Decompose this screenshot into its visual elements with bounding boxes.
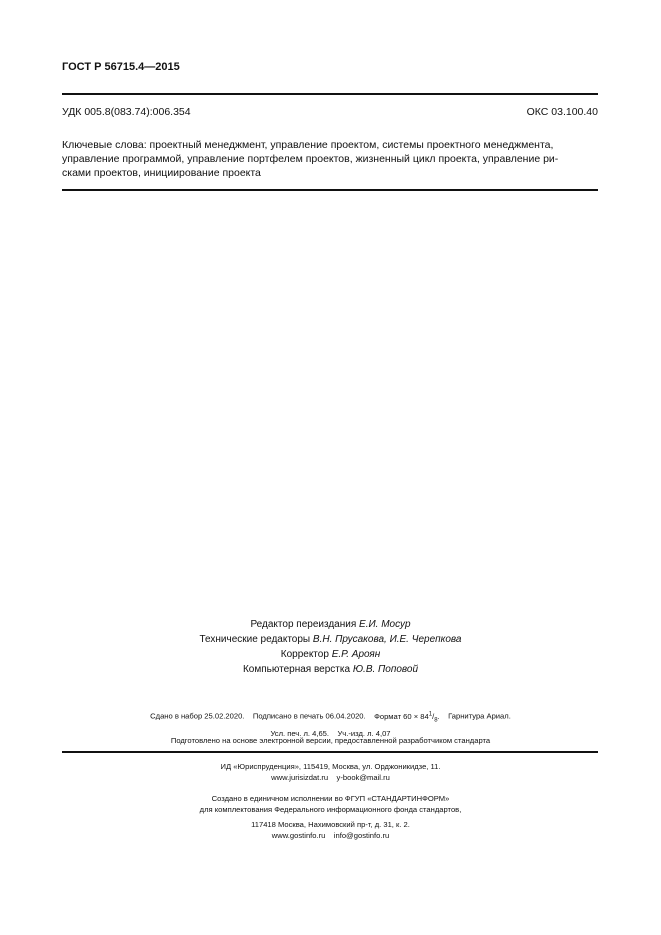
creator-line: для комплектования Федерального информационного фонда стандартов,: [199, 805, 462, 814]
print-sheets: Усл. печ. л. 4,65.: [270, 729, 330, 739]
address-contacts: www.gostinfo.ru info@gostinfo.ru: [271, 831, 390, 840]
top-divider: [62, 93, 598, 95]
tech-role: Технические редакторы: [199, 634, 313, 645]
format-info: Формат $60 \times 84^1/_8$.: [374, 711, 440, 724]
publisher-address: ИД «Юриспруденция», 115419, Москва, ул. Орджоникидзе, 11.: [220, 762, 441, 771]
signed-date: Подписано в печать 06.04.2020.: [252, 711, 366, 721]
layout-role: Компьютерная верстка: [242, 664, 353, 675]
tech-editors-credit: [0, 632, 661, 647]
keywords-divider: [62, 189, 598, 191]
oks-code: ОКС 03.100.40: [526, 106, 598, 118]
layout-credit: [0, 662, 661, 677]
typeset-date: Сдано в набор 25.02.2020.: [150, 711, 245, 721]
corrector-role: Корректор: [280, 649, 332, 660]
corrector-credit: [0, 647, 661, 662]
credits-block: [0, 617, 661, 677]
address-line: 117418 Москва, Нахимовский пр-т, д. 31, к. 2.: [251, 820, 410, 829]
layout-name: Ю.В. Поповой: [352, 664, 419, 675]
editor-role: Редактор переиздания: [250, 619, 360, 630]
publisher-block: [0, 761, 661, 783]
publisher-contacts: www.jurisizdat.ru y-book@mail.ru: [271, 773, 390, 782]
prepared-note: Подготовлено на основе электронной версии, предоставленной разработчиком стандарта: [170, 736, 491, 745]
publication-row-1: [0, 707, 661, 727]
keywords-block: [62, 138, 598, 180]
publisher-divider: [62, 751, 598, 753]
udk-code: УДК 005.8(083.74):006.354: [62, 106, 191, 118]
keywords-line: Ключевые слова: проектный менеджмент, управление проектом, системы проектного менеджмента,: [62, 139, 554, 151]
corrector-name: Е.Р. Ароян: [331, 649, 381, 660]
pub-sheets: Уч.-изд. л. 4,07: [337, 729, 391, 739]
address-block: [0, 819, 661, 841]
keywords-line: управление программой, управление портфелем проектов, жизненный цикл проекта, управление ри-: [62, 153, 559, 165]
keywords-line: сками проектов, инициирование проекта: [62, 167, 261, 179]
creator-block: [0, 793, 661, 815]
tech-names: В.Н. Прусакова, И.Е. Черепкова: [312, 634, 462, 645]
standard-code: ГОСТ Р 56715.4—2015: [62, 61, 180, 73]
creator-line: Создано в единичном исполнении во ФГУП «СТАНДАРТИНФОРМ»: [211, 794, 450, 803]
editor-credit: [0, 617, 661, 632]
editor-name: Е.И. Мосур: [359, 619, 411, 630]
font-info: Гарнитура Ариал.: [448, 711, 511, 721]
